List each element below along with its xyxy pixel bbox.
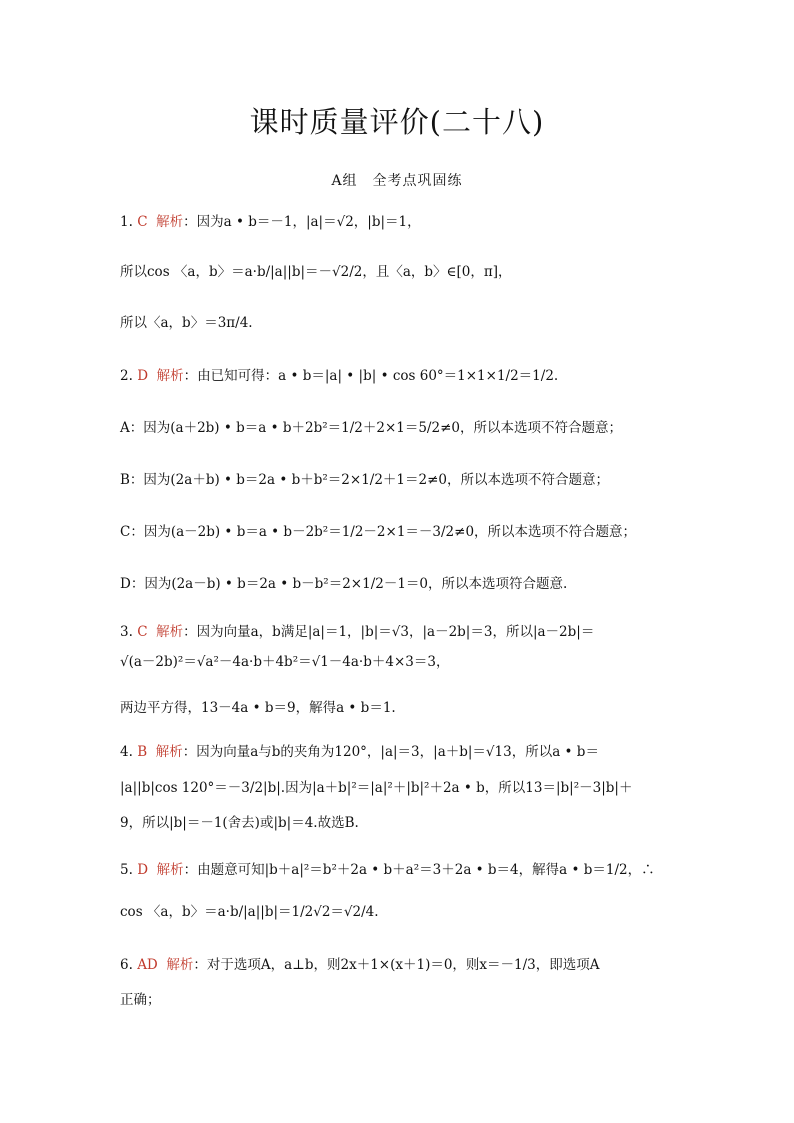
q4-label: 解析: [155, 744, 183, 760]
q1-answer: C: [137, 214, 148, 230]
q3-num: 3.: [120, 624, 133, 640]
q4-num: 4.: [120, 744, 133, 760]
q4-answer: B: [137, 744, 148, 760]
q2-option-c: C：因为(a－2b) • b＝a • b－2b²＝1/2－2×1＝－3/2≠0，所以本选项不符合题意；: [120, 524, 637, 540]
q1-label: 解析: [156, 214, 184, 230]
q2-option-a: A：因为(a＋2b) • b＝a • b＋2b²＝1/2＋2×1＝5/2≠0，所以本选项不符合题意；: [120, 420, 622, 436]
q2-label: 解析: [156, 368, 184, 384]
q4-line3: 9，所以|b|＝－1(舍去)或|b|＝4.故选B.: [120, 815, 359, 831]
q6-answer: AD: [137, 957, 158, 973]
q6-line1: [120, 955, 600, 975]
q1-text1: ：因为a • b＝－1，|a|＝√2，|b|＝1，: [183, 214, 421, 230]
q5-line1: [120, 860, 655, 880]
q2-option-b: B：因为(2a＋b) • b＝2a • b＋b²＝2×1/2＋1＝2≠0，所以本选项不符合题意；: [120, 472, 610, 488]
q4-text1: ：因为向量a与b的夹角为120°，|a|＝3，|a＋b|＝√13，所以a • b＝: [182, 744, 599, 760]
q1-num: 1.: [120, 214, 133, 230]
q5-answer: D: [137, 862, 149, 878]
q5-label: 解析: [156, 862, 184, 878]
q1-line3: 所以〈a，b〉＝3π/4.: [120, 315, 253, 331]
q2-answer: D: [137, 368, 149, 384]
q5-line2: cos 〈a，b〉＝a·b/|a||b|＝1/2√2＝√2/4.: [120, 904, 379, 920]
q5-text1: ：由题意可知|b＋a|²＝b²＋2a • b＋a²＝3＋2a • b＝4，解得a • b＝1/2，∴: [183, 862, 655, 878]
q2-option-d: D：因为(2a－b) • b＝2a • b－b²＝2×1/2－1＝0，所以本选项符合题意.: [120, 576, 568, 592]
q4-line1: [120, 742, 599, 762]
q2-num: 2.: [120, 368, 133, 384]
section-title: A组 全考点巩固练: [331, 173, 463, 189]
page-title: 课时质量评价(二十八): [249, 105, 545, 139]
q6-label: 解析: [166, 957, 194, 973]
q1-line2: 所以cos 〈a，b〉＝a·b/|a||b|＝－√2/2，且〈a，b〉∈[0，π]，: [120, 264, 512, 280]
q1-line1: [120, 212, 421, 232]
q5-num: 5.: [120, 862, 133, 878]
q3-text1: ：因为向量a，b满足|a|＝1，|b|＝√3，|a－2b|＝3，所以|a－2b|＝: [183, 624, 595, 640]
q3-line2: √(a－2b)²＝√a²－4a·b＋4b²＝√1－4a·b＋4×3＝3，: [120, 654, 450, 670]
q6-num: 6.: [120, 957, 133, 973]
q2-text1: ：由已知可得：a • b＝|a| • |b| • cos 60°＝1×1×1/2＝1/2.: [183, 368, 559, 384]
q3-line1: [120, 622, 594, 642]
q4-line2: |a||b|cos 120°＝－3/2|b|.因为|a＋b|²＝|a|²＋|b|²＋2a • b，所以13＝|b|²－3|b|＋: [120, 780, 633, 796]
q6-line2: 正确；: [120, 992, 161, 1008]
q6-text1: ：对于选项A，a⊥b，则2x＋1×(x＋1)＝0，则x＝－1/3，即选项A: [193, 957, 600, 973]
q2-line1: [120, 366, 558, 386]
q3-line3: 两边平方得，13－4a • b＝9，解得a • b＝1.: [120, 700, 396, 716]
q3-label: 解析: [156, 624, 184, 640]
q3-answer: C: [137, 624, 148, 640]
